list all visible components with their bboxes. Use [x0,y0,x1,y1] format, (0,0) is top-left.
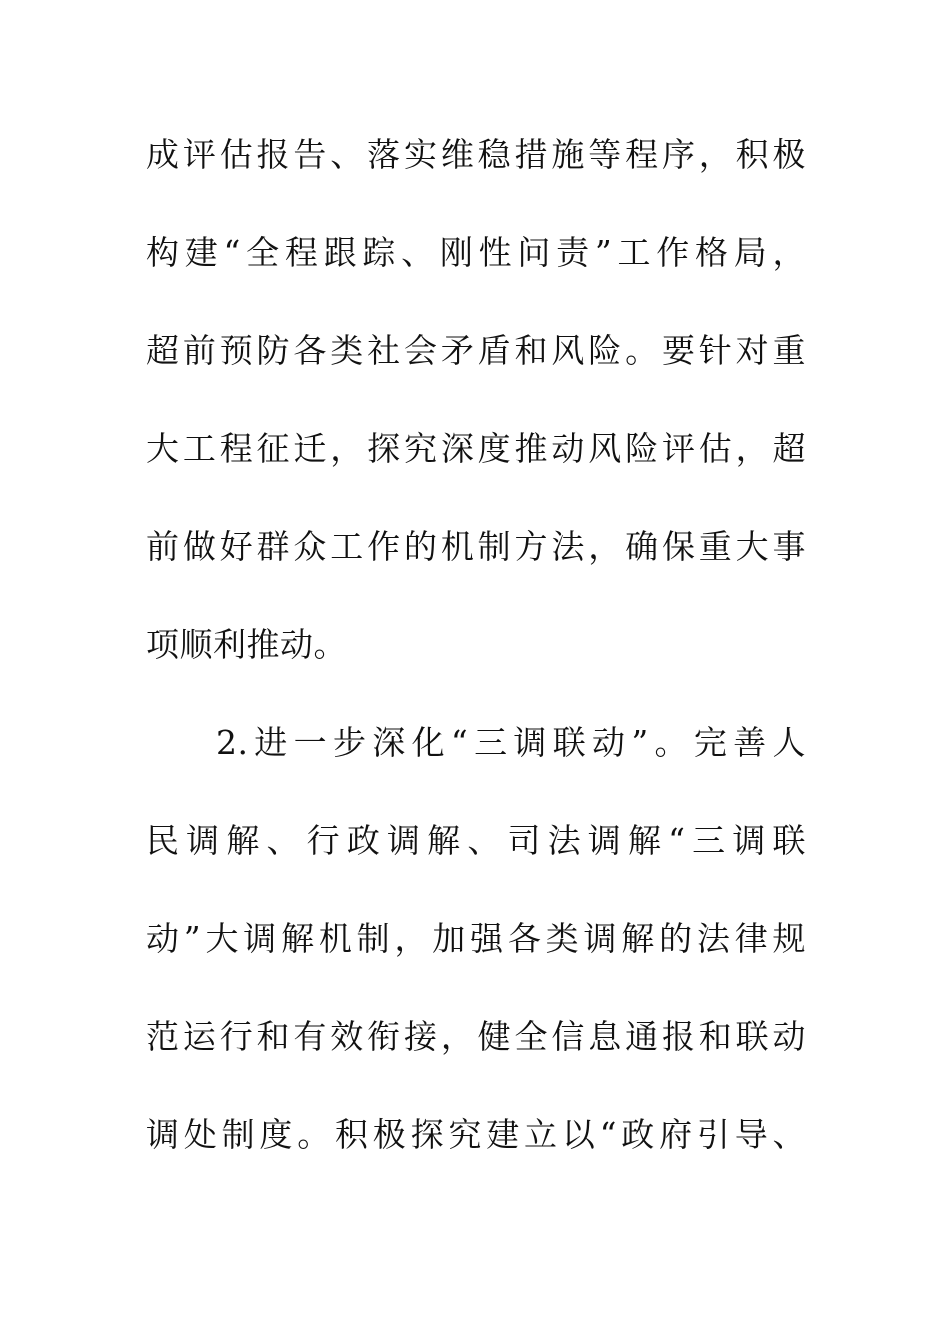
paragraph-2-line-4: 范运行和有效衔接，健全信息通报和联动 [146,1017,806,1056]
paragraph-1-line-6: 项顺利推动。 [146,625,347,664]
paragraph-1-line-1: 成评估报告、落实维稳措施等程序，积极 [146,135,806,174]
paragraph-2-line-2: 民调解、行政调解、司法调解“三调联 [146,821,806,860]
paragraph-1-line-3: 超前预防各类社会矛盾和风险。要针对重 [146,331,806,370]
paragraph-2 [146,710,806,1167]
paragraph-2-line-5: 调处制度。积极探究建立以“政府引导、 [146,1115,806,1154]
paragraph-1-line-2: 构建“全程跟踪、刚性问责”工作格局， [146,233,806,272]
paragraph-2-line-1: 2.进一步深化“三调联动”。完善人 [216,723,806,762]
paragraph-2-line-3: 动”大调解机制，加强各类调解的法律规 [146,919,806,958]
document-body [146,122,806,1200]
paragraph-1-line-4: 大工程征迁，探究深度推动风险评估，超 [146,429,806,468]
paragraph-1 [146,122,806,677]
paragraph-1-line-5: 前做好群众工作的机制方法，确保重大事 [146,527,806,566]
